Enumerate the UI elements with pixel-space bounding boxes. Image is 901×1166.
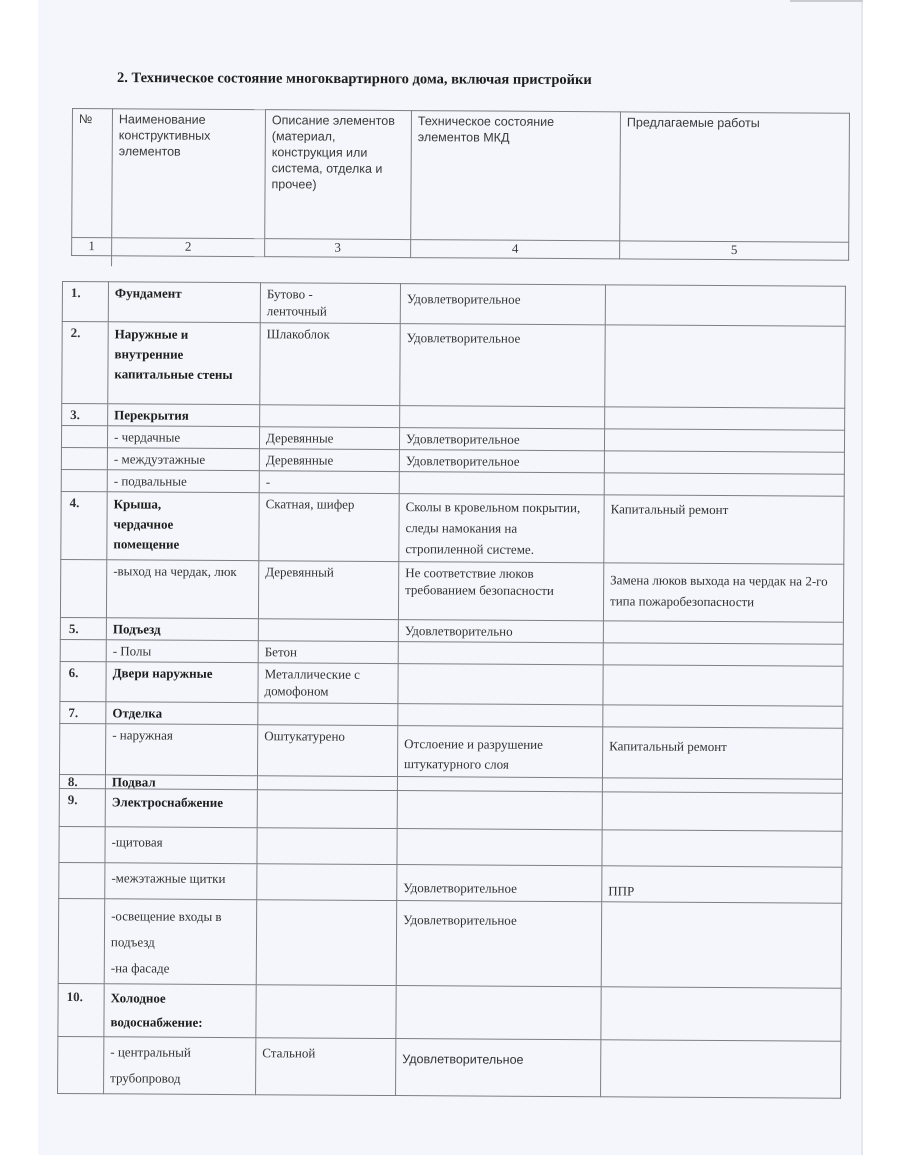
row-number: 1. [62,282,108,322]
element-state: Удовлетворительное [399,428,604,451]
proposed-works [605,325,845,408]
element-state: Удовлетворительное [399,450,604,473]
col-header-works: Предлагаемые работы [620,112,850,242]
element-name: -щитовая [105,827,257,864]
element-state [398,664,603,705]
element-description: Бетон [258,641,398,664]
table-row [61,491,844,564]
element-description: Оштукатурено [257,725,397,777]
proposed-works [605,407,845,430]
element-description [257,828,397,865]
element-name: -межэтажные щитки [105,863,257,900]
elements-table [57,281,846,1099]
element-description: Шлакоблок [260,323,400,406]
row-number [59,723,105,774]
element-name: - наружная [105,724,257,776]
table-row [59,788,842,831]
proposed-works [602,778,842,793]
name-line: подъезд [110,934,155,950]
name-line: -освещение входы в [111,908,222,924]
element-name [104,899,257,985]
element-state: Удовлетворительно [398,620,603,643]
row-number: 8. [59,774,105,788]
element-state: Не соответствие люков требованием безопасности [398,562,603,621]
element-name: Фундамент [108,282,260,323]
element-description [260,405,400,428]
col-number: 5 [620,241,849,260]
element-name: Наружные и внутренние капитальные стены [108,322,260,405]
col-number: 4 [411,240,620,259]
row-number: 3. [62,404,108,426]
element-state: Удовлетворительное [400,324,605,407]
row-number: 7. [60,701,106,723]
table-row [58,1036,841,1098]
element-state: Удовлетворительное [396,901,602,987]
proposed-works [601,902,842,988]
header-row [72,109,850,243]
element-name: Перекрытия [108,404,260,427]
section-title: 2. Техническое состояние многоквартирного дома, включая пристройки [116,70,592,89]
element-description: Скатная, шифер [259,493,399,562]
table-row [60,559,843,622]
proposed-works [602,830,842,867]
element-state [397,829,602,866]
element-description [256,985,396,1039]
element-name: Подъезд [106,618,258,641]
table-row [58,983,841,1041]
element-name: Крыша, чердачное помещение [107,492,259,561]
element-description: Стальной [256,1038,396,1096]
proposed-works [604,429,844,452]
proposed-works [604,451,844,474]
element-description [257,776,397,791]
col-header-name: Наименование конструктивных элементов [112,109,266,239]
table-row [62,322,845,409]
row-number: 5. [60,617,106,639]
element-state: Удовлетворительное [400,284,605,325]
element-name: Электроснабжение [105,789,257,828]
element-state: Сколы в кровельном покрытии, следы намокания на стропиленной системе. [399,494,604,563]
element-name: Отделка [106,702,258,725]
proposed-works [601,987,841,1041]
element-description: Деревянные [259,427,399,450]
row-number: 10. [58,983,104,1036]
row-number [60,639,106,661]
proposed-works: Капитальный ремонт [602,727,842,779]
element-description [257,790,397,829]
proposed-works: Замена люков выхода на чердак на 2-го типа пожаробезопасности [603,563,843,622]
element-name: - центральный трубопровод [104,1037,256,1095]
row-number [60,559,106,617]
col-number: 1 [72,238,112,256]
table-row [59,723,842,779]
element-description: Деревянный [258,561,398,620]
table-row [59,826,842,867]
element-name: -выход на чердак, люк [106,560,258,619]
element-description: - [259,471,399,494]
row-number [61,426,107,448]
element-name: - междуэтажные [107,448,259,471]
element-name: Двери наружные [106,662,258,703]
proposed-works [601,1040,841,1098]
spacer-cell [72,256,112,267]
element-state [397,791,602,830]
element-state: Удовлетворительное [396,1039,601,1097]
proposed-works [603,705,843,728]
element-state [400,406,605,429]
table-row [60,661,843,706]
element-name: - Полы [106,640,258,663]
row-number: 9. [59,788,105,826]
proposed-works [602,792,842,831]
element-description [258,619,398,642]
table-row [58,898,842,988]
element-description: Деревянные [259,449,399,472]
row-number [61,447,107,469]
page-edge [790,0,863,2]
row-number: 6. [60,661,106,701]
row-number [59,862,105,898]
row-number [58,898,105,983]
row-number: 2. [62,322,109,404]
proposed-works [604,473,844,496]
name-line: -на фасаде [110,960,170,976]
element-state [398,642,603,665]
table-row [62,282,845,327]
row-number [61,469,107,491]
element-name: - чердачные [107,426,259,449]
proposed-works [605,285,845,326]
element-state [399,472,604,495]
col-header-description: Описание элементов (материал, конструкция или система, отделка и прочее) [265,110,412,240]
element-state: Отслоение и разрушение штукатурного слоя [397,726,602,778]
element-state [396,986,601,1040]
col-number: 3 [265,239,411,258]
row-number [59,826,105,862]
table-row [59,862,842,903]
element-name: Подвал [105,775,257,790]
element-description: Бутово - ленточный [260,283,400,324]
element-state: Удовлетворительное [397,865,602,902]
element-description [256,900,397,986]
element-description: Металлические с домофоном [258,663,398,704]
proposed-works: Капитальный ремонт [604,495,844,564]
proposed-works: ППР [602,866,842,903]
proposed-works [603,621,843,644]
element-state [398,704,603,727]
element-name: - подвальные [107,470,259,493]
row-number: 4. [61,491,107,559]
col-header-num: № [72,109,113,238]
element-name: Холодное водоснабжение: [104,984,256,1038]
proposed-works [603,643,843,666]
row-number [58,1036,104,1093]
header-table [71,108,850,271]
element-description [257,864,397,901]
element-state [397,777,602,792]
col-header-state: Техническое состояние элементов МКД [411,111,621,241]
col-number: 2 [112,238,265,257]
element-description [258,703,398,726]
proposed-works [603,665,843,706]
